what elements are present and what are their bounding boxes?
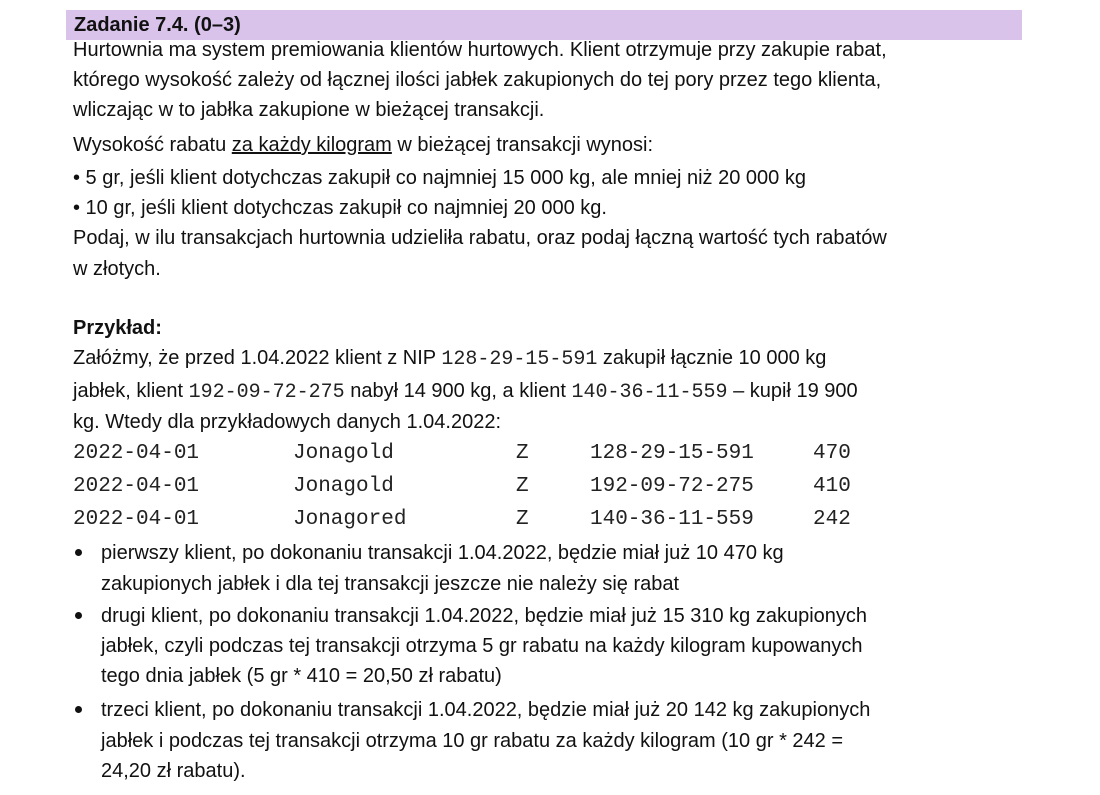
row-kg: 470 bbox=[813, 442, 851, 465]
bullet-line: trzeci klient, po dokonaniu transakcji 1.04.2022, będzie miał już 20 142 kg zakupionych bbox=[101, 699, 871, 721]
example-line bbox=[73, 379, 858, 405]
rule-line: • 10 gr, jeśli klient dotychczas zakupił co najmniej 20 000 kg. bbox=[73, 197, 607, 219]
example-text: jabłek, klient bbox=[73, 380, 189, 402]
task-line: Podaj, w ilu transakcjach hurtownia udzieliła rabatu, oraz podaj łączną wartość tych rabatów bbox=[73, 227, 887, 249]
underlined-text: za każdy kilogram bbox=[231, 134, 392, 156]
example-line bbox=[73, 346, 826, 372]
rule-line: • 5 gr, jeśli klient dotychczas zakupił co najmniej 15 000 kg, ale mniej niż 20 000 kg bbox=[73, 167, 806, 189]
intro-line: którego wysokość zależy od łącznej ilości jabłek zakupionych do tej pory przez tego klienta, bbox=[73, 69, 882, 91]
bullet-dot bbox=[75, 612, 82, 619]
bullet-dot bbox=[75, 549, 82, 556]
nip-value: 128-29-15-591 bbox=[441, 348, 598, 371]
row-type: Z bbox=[516, 475, 529, 498]
intro-line: Hurtownia ma system premiowania klientów hurtowych. Klient otrzymuje przy zakupie rabat, bbox=[73, 39, 887, 61]
row-type: Z bbox=[516, 442, 529, 465]
discount-text: Wysokość rabatu bbox=[73, 134, 232, 156]
task-title: Zadanie 7.4. (0–3) bbox=[74, 14, 241, 36]
example-heading: Przykład: bbox=[73, 317, 162, 339]
row-nip: 192-09-72-275 bbox=[590, 475, 754, 498]
example-line: kg. Wtedy dla przykładowych danych 1.04.2022: bbox=[73, 411, 502, 433]
task-line: w złotych. bbox=[73, 258, 161, 280]
example-text: zakupił łącznie 10 000 kg bbox=[597, 347, 827, 369]
row-variety: Jonagold bbox=[293, 475, 394, 498]
row-type: Z bbox=[516, 508, 529, 531]
bullet-line: pierwszy klient, po dokonaniu transakcji 1.04.2022, będzie miał już 10 470 kg bbox=[101, 542, 784, 564]
row-date: 2022-04-01 bbox=[73, 475, 200, 498]
row-variety: Jonagored bbox=[293, 508, 407, 531]
bullet-line: tego dnia jabłek (5 gr * 410 = 20,50 zł rabatu) bbox=[101, 665, 502, 687]
example-text: – kupił 19 900 bbox=[727, 380, 858, 402]
row-date: 2022-04-01 bbox=[73, 442, 200, 465]
row-kg: 410 bbox=[813, 475, 851, 498]
row-kg: 242 bbox=[813, 508, 851, 531]
example-text: nabył 14 900 kg, a klient bbox=[344, 380, 572, 402]
bullet-line: drugi klient, po dokonaniu transakcji 1.04.2022, będzie miał już 15 310 kg zakupionych bbox=[101, 605, 868, 627]
row-nip: 128-29-15-591 bbox=[590, 442, 754, 465]
row-nip: 140-36-11-559 bbox=[590, 508, 754, 531]
bullet-line: jabłek, czyli podczas tej transakcji otrzyma 5 gr rabatu na każdy kilogram kupowanych bbox=[101, 635, 863, 657]
bullet-line: 24,20 zł rabatu). bbox=[101, 760, 246, 782]
row-variety: Jonagold bbox=[293, 442, 394, 465]
bullet-line: zakupionych jabłek i dla tej transakcji jeszcze nie należy się rabat bbox=[101, 573, 680, 595]
nip-value: 140-36-11-559 bbox=[571, 381, 728, 404]
discount-line bbox=[73, 133, 653, 157]
row-date: 2022-04-01 bbox=[73, 508, 200, 531]
nip-value: 192-09-72-275 bbox=[188, 381, 345, 404]
bullet-line: jabłek i podczas tej transakcji otrzyma 10 gr rabatu za każdy kilogram (10 gr * 242 = bbox=[101, 730, 844, 752]
intro-line: wliczając w to jabłka zakupione w bieżącej transakcji. bbox=[73, 99, 545, 121]
example-text: Załóżmy, że przed 1.04.2022 klient z NIP bbox=[73, 347, 442, 369]
task-header bbox=[66, 10, 1022, 40]
discount-text: w bieżącej transakcji wynosi: bbox=[391, 134, 654, 156]
bullet-dot bbox=[75, 706, 82, 713]
